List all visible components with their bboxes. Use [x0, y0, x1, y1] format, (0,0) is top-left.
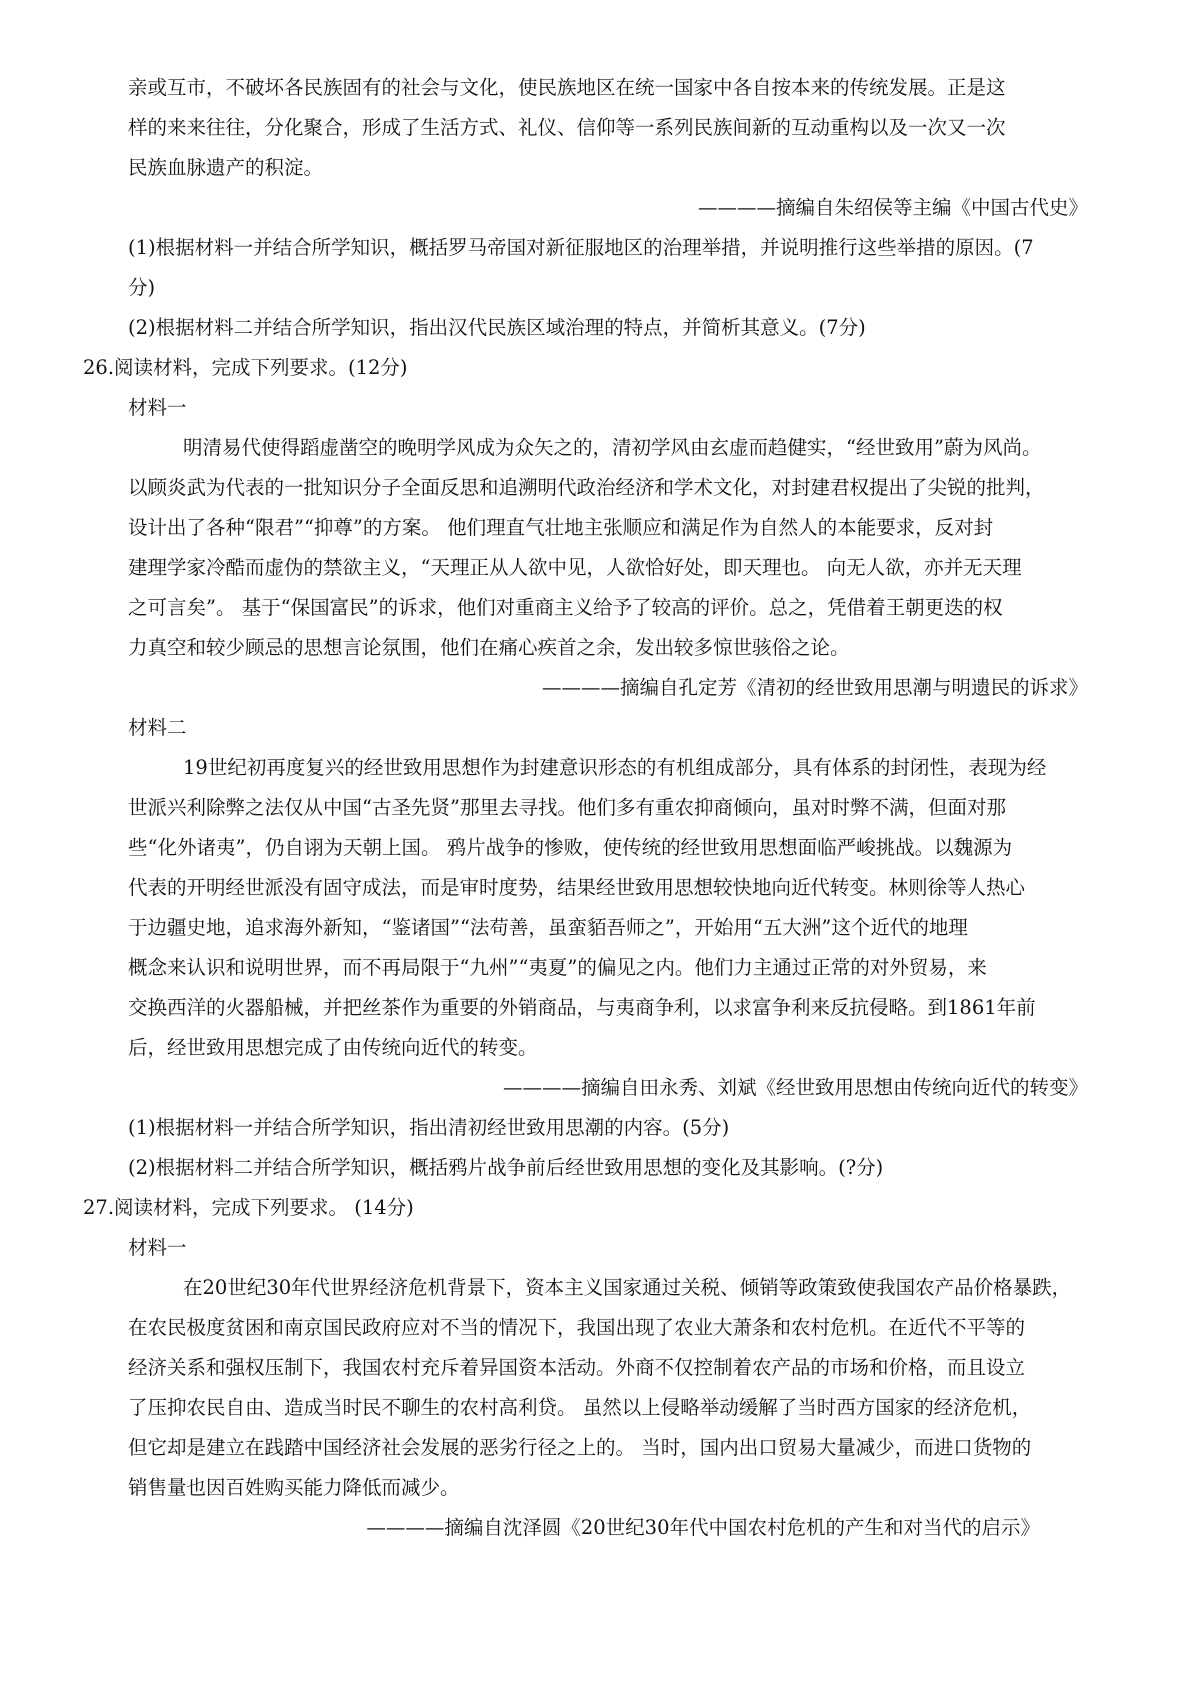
source-citation: ————摘编自朱绍侯等主编《中国古代史》 — [697, 196, 1088, 219]
material-label: 材料一 — [128, 1236, 187, 1259]
sub-question-2: (2)根据材料二并结合所学知识，指出汉代民族区域治理的特点，并简析其意义。(7分) — [128, 316, 866, 339]
paragraph-line: 以顾炎武为代表的一批知识分子全面反思和追溯明代政治经济和学术文化，对封建君权提出了尖锐的批判， — [128, 476, 1045, 499]
paragraph-line: 明清易代使得蹈虚凿空的晚明学风成为众矢之的，清初学风由玄虚而趋健实，“经世致用”蔚为风尚。 — [183, 436, 1042, 459]
paragraph-line: 设计出了各种“限君”“抑尊”的方案。 他们理直气壮地主张顺应和满足作为自然人的本能要求，反对封 — [128, 516, 994, 539]
material-label: 材料一 — [128, 396, 187, 419]
paragraph-line: 交换西洋的火器船械，并把丝茶作为重要的外销商品，与夷商争利，以求富争利来反抗侵略。到1861年前 — [128, 996, 1036, 1019]
paragraph-line: 概念来认识和说明世界，而不再局限于“九州”“夷夏”的偏见之内。他们力主通过正常的对外贸易，来 — [128, 956, 987, 979]
source-citation: ————摘编自沈泽圆《20世纪30年代中国农村危机的产生和对当代的启示》 — [366, 1516, 1040, 1539]
paragraph-line: 在20世纪30年代世界经济危机背景下，资本主义国家通过关税、倾销等政策致使我国农产品价格暴跌， — [183, 1276, 1072, 1299]
paragraph-line: 经济关系和强权压制下，我国农村充斥着异国资本活动。外商不仅控制着农产品的市场和价格，而且设立 — [128, 1356, 1026, 1379]
paragraph-line: 亲或互市，不破坏各民族固有的社会与文化，使民族地区在统一国家中各自按本来的传统发展。正是这 — [128, 76, 1006, 99]
sub-question-1-cont: 分) — [128, 276, 156, 299]
question-header: 26.阅读材料，完成下列要求。(12分) — [83, 356, 408, 379]
source-citation: ————摘编自田永秀、刘斌《经世致用思想由传统向近代的转变》 — [502, 1076, 1088, 1099]
paragraph-line: 民族血脉遗产的积淀。 — [128, 156, 324, 179]
paragraph-line: 建理学家冷酷而虚伪的禁欲主义，“天理正从人欲中见，人欲恰好处，即天理也。 向无人欲，亦并无天理 — [128, 556, 1022, 579]
paragraph-line: 但它却是建立在践踏中国经济社会发展的恶劣行径之上的。 当时，国内出口贸易大量减少，而进口货物的 — [128, 1436, 1032, 1459]
paragraph-line: 了压抑农民自由、造成当时民不聊生的农村高利贷。 虽然以上侵略举动缓解了当时西方国家的经济危机， — [128, 1396, 1032, 1419]
paragraph-line: 于边疆史地，追求海外新知，“鉴诸国”“法苟善，虽蛮貊吾师之”，开始用“五大洲”这个近代的地理 — [128, 916, 968, 939]
paragraph-line: 销售量也因百姓购买能力降低而减少。 — [128, 1476, 460, 1499]
sub-question-2: (2)根据材料二并结合所学知识，概括鸦片战争前后经世致用思想的变化及其影响。(?分) — [128, 1156, 884, 1179]
paragraph-line: 样的来来往往，分化聚合，形成了生活方式、礼仪、信仰等一系列民族间新的互动重构以及一次又一次 — [128, 116, 1006, 139]
question-header: 27.阅读材料，完成下列要求。 (14分) — [83, 1196, 414, 1219]
paragraph-line: 世派兴利除弊之法仅从中国“古圣先贤”那里去寻找。他们多有重农抑商倾向，虽对时弊不满，但面对那 — [128, 796, 1006, 819]
paragraph-line: 之可言矣”。 基于“保国富民”的诉求，他们对重商主义给予了较高的评价。总之，凭借着王朝更迭的权 — [128, 596, 1003, 619]
source-citation: ————摘编自孔定芳《清初的经世致用思潮与明遗民的诉求》 — [541, 676, 1088, 699]
sub-question-1: (1)根据材料一并结合所学知识，指出清初经世致用思潮的内容。(5分) — [128, 1116, 730, 1139]
paragraph-line: 在农民极度贫困和南京国民政府应对不当的情况下，我国出现了农业大萧条和农村危机。在近代不平等的 — [128, 1316, 1026, 1339]
paragraph-line: 代表的开明经世派没有固守成法，而是审时度势，结果经世致用思想较快地向近代转变。林则徐等人热心 — [128, 876, 1026, 899]
paragraph-line: 19世纪初再度复兴的经世致用思想作为封建意识形态的有机组成部分，具有体系的封闭性，表现为经 — [183, 756, 1047, 779]
paragraph-line: 后，经世致用思想完成了由传统向近代的转变。 — [128, 1036, 538, 1059]
paragraph-line: 力真空和较少顾忌的思想言论氛围，他们在痛心疾首之余，发出较多惊世骇俗之论。 — [128, 636, 850, 659]
sub-question-1: (1)根据材料一并结合所学知识，概括罗马帝国对新征服地区的治理举措，并说明推行这些举措的原因。(7 — [128, 236, 1034, 259]
paragraph-line: 些“化外诸夷”，仍自诩为天朝上国。 鸦片战争的惨败，使传统的经世致用思想面临严峻挑战。以魏源为 — [128, 836, 1013, 859]
material-label: 材料二 — [128, 716, 187, 739]
